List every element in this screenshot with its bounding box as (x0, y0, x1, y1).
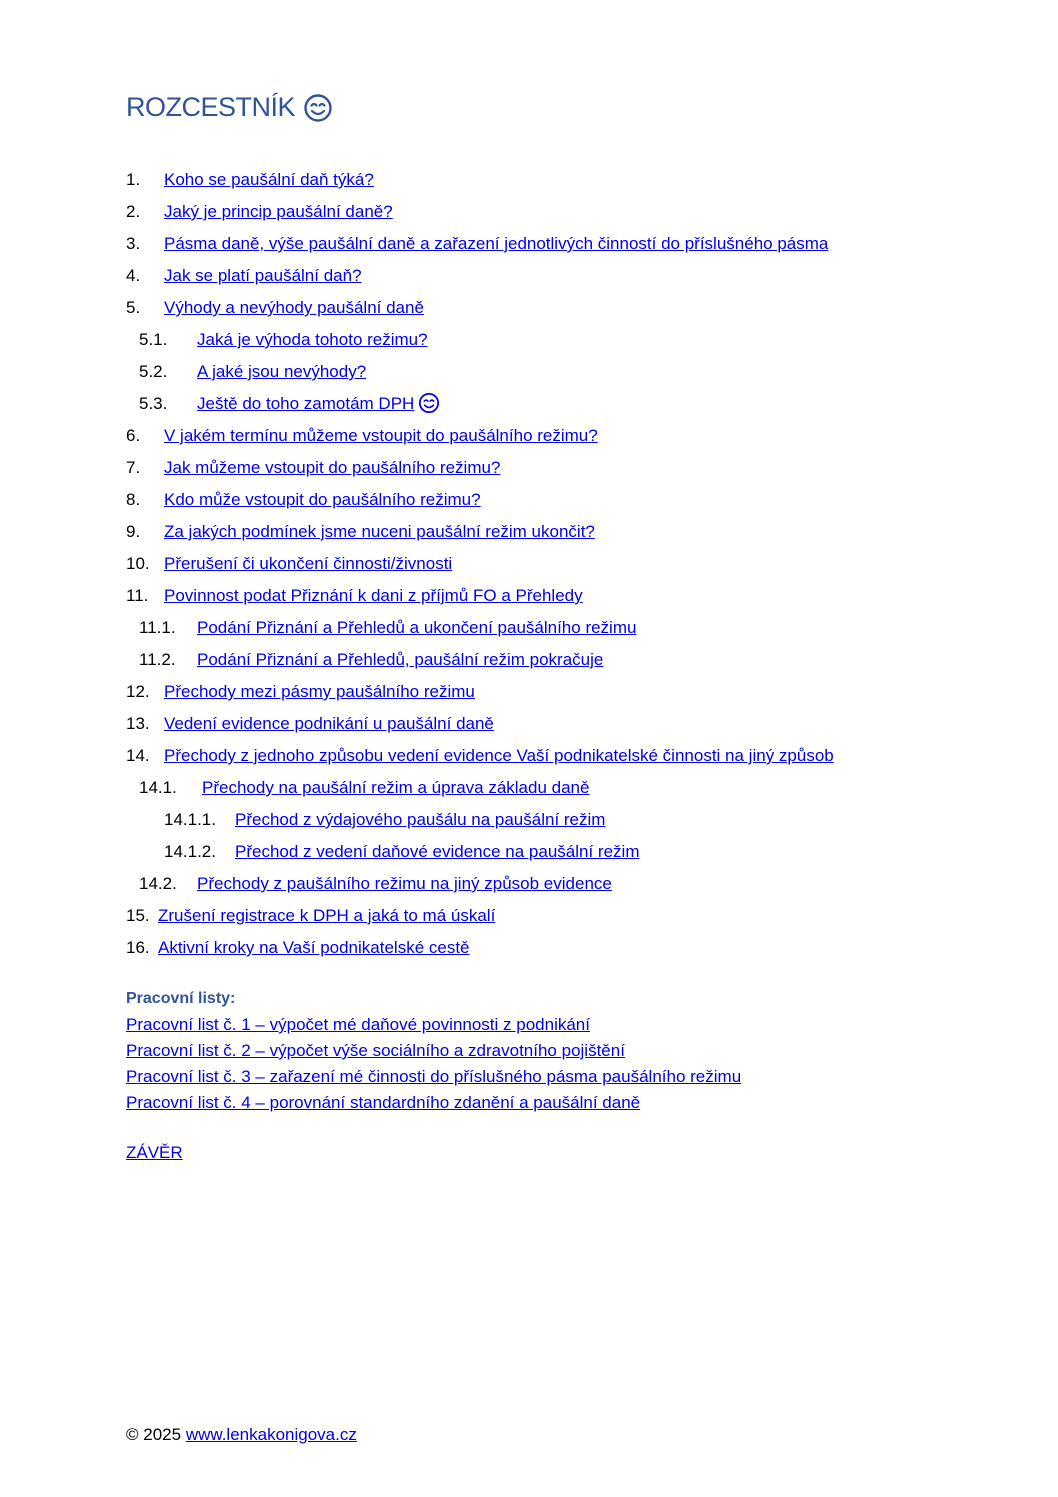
toc-item[interactable] (126, 840, 946, 872)
toc-number: 11. (126, 586, 149, 605)
toc-number: 14.1. (139, 778, 177, 797)
toc-number: 6. (126, 426, 141, 445)
toc-number: 3. (126, 234, 141, 253)
worksheet-link[interactable]: Pracovní list č. 3 – zařazení mé činnosti do příslušného pásma paušálního režimu (126, 1067, 742, 1086)
toc-link[interactable]: Vedení evidence podnikání u paušální daně (164, 714, 494, 733)
worksheet-link[interactable]: Pracovní list č. 4 – porovnání standardního zdanění a paušální daně (126, 1093, 641, 1112)
toc-number: 15. (126, 906, 150, 925)
toc-item[interactable] (126, 680, 946, 712)
toc-item[interactable] (126, 456, 946, 488)
table-of-contents (126, 168, 946, 968)
worksheets-heading: Pracovní listy: (126, 990, 236, 1007)
toc-item[interactable] (126, 744, 946, 776)
toc-item[interactable] (126, 488, 946, 520)
toc-number: 7. (126, 458, 141, 477)
toc-link[interactable]: Jak se platí paušální daň? (164, 266, 362, 285)
toc-link[interactable]: Přechod z vedení daňové evidence na paušální režim (235, 842, 640, 861)
toc-item[interactable] (126, 584, 946, 616)
toc-link[interactable]: Zrušení registrace k DPH a jaká to má úskalí (158, 906, 496, 925)
toc-item[interactable] (126, 296, 946, 328)
toc-link[interactable]: Přechody z jednoho způsobu vedení evidence Vaší podnikatelské činnosti na jiný způsob (164, 746, 834, 765)
toc-number: 14. (126, 746, 150, 765)
toc-number: 14.1.2. (164, 842, 216, 861)
toc-link[interactable] (197, 392, 440, 416)
toc-item[interactable] (126, 424, 946, 456)
toc-link[interactable]: Kdo může vstoupit do paušálního režimu? (164, 490, 481, 509)
toc-link[interactable]: Jak můžeme vstoupit do paušálního režimu? (164, 458, 501, 477)
toc-item[interactable] (126, 552, 946, 584)
toc-item[interactable] (126, 328, 946, 360)
toc-number: 10. (126, 554, 150, 573)
toc-item[interactable] (126, 360, 946, 392)
toc-item[interactable] (126, 648, 946, 680)
toc-link[interactable]: A jaké jsou nevýhody? (197, 362, 367, 381)
toc-link[interactable]: Jaký je princip paušální daně? (164, 202, 393, 221)
toc-item[interactable] (126, 616, 946, 648)
toc-number: 12. (126, 682, 150, 701)
toc-link[interactable]: Koho se paušální daň týká? (164, 170, 374, 189)
toc-item[interactable] (126, 872, 946, 904)
toc-link[interactable]: Pásma daně, výše paušální daně a zařazení jednotlivých činností do příslušného pásma (164, 234, 829, 253)
toc-number: 5. (126, 298, 141, 317)
toc-item[interactable] (126, 264, 946, 296)
toc-link[interactable]: Přerušení či ukončení činnosti/živnosti (164, 554, 453, 573)
footer (126, 1423, 357, 1447)
toc-item[interactable] (126, 520, 946, 552)
toc-number: 14.2. (139, 874, 177, 893)
page-title (126, 92, 333, 123)
toc-link[interactable]: Výhody a nevýhody paušální daně (164, 298, 424, 317)
toc-link[interactable]: Povinnost podat Přiznání k dani z příjmů FO a Přehledy (164, 586, 583, 605)
toc-number: 4. (126, 266, 141, 285)
toc-link[interactable]: Přechody na paušální režim a úprava základu daně (202, 778, 590, 797)
toc-item[interactable] (126, 712, 946, 744)
copyright-text: © 2025 (126, 1425, 182, 1444)
toc-link[interactable]: Přechody mezi pásmy paušálního režimu (164, 682, 475, 701)
smiley-icon (418, 392, 440, 414)
toc-number: 16. (126, 938, 150, 957)
toc-number: 5.2. (139, 362, 168, 381)
toc-item[interactable] (126, 232, 946, 264)
toc-item[interactable] (126, 776, 946, 808)
toc-link[interactable]: Aktivní kroky na Vaší podnikatelské cestě (158, 938, 470, 957)
toc-number: 5.3. (139, 394, 168, 413)
toc-number: 13. (126, 714, 150, 733)
toc-link-text: Ještě do toho zamotám DPH (197, 394, 415, 413)
toc-number: 14.1.1. (164, 810, 216, 829)
website-link[interactable]: www.lenkakonigova.cz (185, 1425, 357, 1444)
toc-item[interactable] (126, 936, 946, 968)
toc-link[interactable]: Jaká je výhoda tohoto režimu? (197, 330, 428, 349)
toc-number: 1. (126, 170, 141, 189)
toc-number: 2. (126, 202, 141, 221)
worksheet-link[interactable]: Pracovní list č. 2 – výpočet výše sociálního a zdravotního pojištění (126, 1041, 625, 1060)
conclusion-link[interactable]: ZÁVĚR (126, 1143, 183, 1162)
toc-number: 5.1. (139, 330, 168, 349)
toc-link[interactable]: Podání Přiznání a Přehledů, paušální režim pokračuje (197, 650, 604, 669)
toc-item[interactable] (126, 168, 946, 200)
toc-item[interactable] (126, 392, 946, 424)
toc-item[interactable] (126, 808, 946, 840)
toc-number: 9. (126, 522, 141, 541)
toc-link[interactable]: Za jakých podmínek jsme nuceni paušální režim ukončit? (164, 522, 595, 541)
toc-number: 8. (126, 490, 141, 509)
worksheet-link[interactable]: Pracovní list č. 1 – výpočet mé daňové povinnosti z podnikání (126, 1015, 590, 1034)
toc-item[interactable] (126, 904, 946, 936)
toc-number: 11.2. (139, 650, 176, 669)
toc-link[interactable]: Přechody z paušálního režimu na jiný způsob evidence (197, 874, 612, 893)
toc-link[interactable]: V jakém termínu můžeme vstoupit do paušálního režimu? (164, 426, 598, 445)
toc-link[interactable]: Podání Přiznání a Přehledů a ukončení paušálního režimu (197, 618, 637, 637)
smiley-icon (303, 93, 333, 123)
worksheets-section (126, 987, 741, 1117)
toc-link[interactable]: Přechod z výdajového paušálu na paušální režim (235, 810, 606, 829)
toc-number: 11.1. (139, 618, 176, 637)
page-title-text: ROZCESTNÍK (126, 92, 296, 122)
toc-item[interactable] (126, 200, 946, 232)
